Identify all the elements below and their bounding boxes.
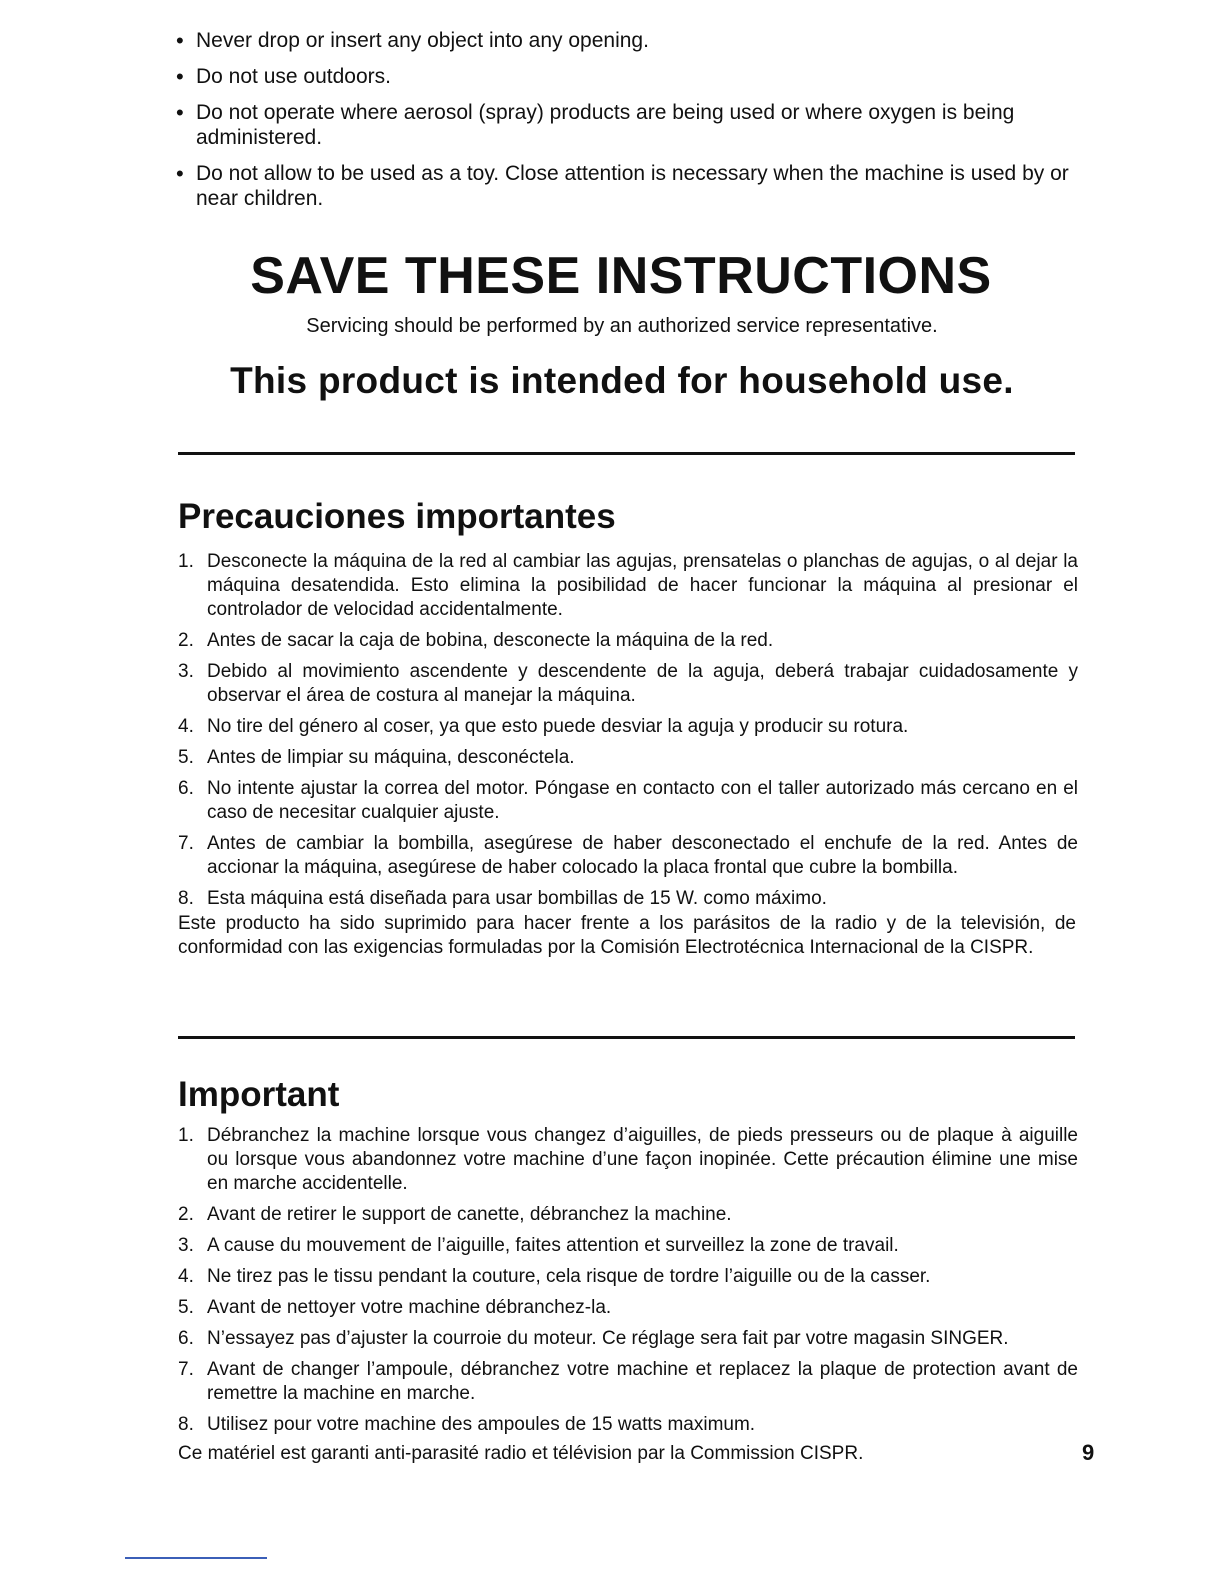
safety-bullet-text: • Do not operate where aerosol (spray) products are being used or where oxygen is being administered. xyxy=(196,101,1015,149)
item-number: 8. xyxy=(178,1414,194,1435)
item-text: Avant de nettoyer votre machine débranchez-la. xyxy=(207,1297,612,1318)
item-number: 2. xyxy=(178,630,194,651)
section-divider xyxy=(178,452,1075,455)
item-number: 5. xyxy=(178,747,194,768)
list-item xyxy=(178,777,1078,825)
item-text: Esta máquina está diseñada para usar bombillas de 15 W. como máximo. xyxy=(207,888,827,909)
safety-bullet-text: • Never drop or insert any object into any opening. xyxy=(196,29,649,52)
item-text: Ne tirez pas le tissu pendant la couture, cela risque de tordre l’aiguille ou de la casser. xyxy=(207,1266,931,1287)
spanish-section-title: Precauciones importantes xyxy=(178,497,616,536)
item-number: 3. xyxy=(178,661,194,682)
spanish-precautions-list xyxy=(178,550,1078,918)
list-item xyxy=(178,1234,1078,1258)
item-number: 5. xyxy=(178,1297,194,1318)
household-use-note: This product is intended for household use. xyxy=(230,360,1014,401)
french-closing-note: Ce matériel est garanti anti-parasité radio et télévision par la Commission CISPR. xyxy=(178,1443,864,1464)
item-number: 4. xyxy=(178,716,194,737)
list-item xyxy=(178,550,1078,622)
item-text: Antes de sacar la caja de bobina, desconecte la máquina de la red. xyxy=(207,630,774,651)
item-text: No intente ajustar la correa del motor. Póngase en contacto con el taller autorizado más cercano en el caso de necesitar cualquier ajuste. xyxy=(207,778,1078,823)
safety-bullet xyxy=(176,161,1076,211)
item-number: 8. xyxy=(178,888,194,909)
save-instructions-heading: SAVE THESE INSTRUCTIONS xyxy=(250,247,992,305)
french-precautions-list xyxy=(178,1124,1078,1444)
list-item xyxy=(178,660,1078,708)
item-number: 3. xyxy=(178,1235,194,1256)
list-item xyxy=(178,1327,1078,1351)
list-item xyxy=(178,1358,1078,1406)
item-text: Antes de limpiar su máquina, desconéctela. xyxy=(207,747,575,768)
item-text: Débranchez la machine lorsque vous changez d’aiguilles, de pieds presseurs ou de plaque à aiguille ou lorsque vous abandonnez votre machine d’une façon inopinée. Cette précaution élimine une mise en marche accidentelle. xyxy=(207,1125,1078,1194)
list-item xyxy=(178,1203,1078,1227)
safety-bullet xyxy=(176,100,1076,150)
item-text: Avant de retirer le support de canette, débranchez la machine. xyxy=(207,1204,732,1225)
list-item xyxy=(178,1296,1078,1320)
list-item xyxy=(178,887,1078,911)
item-number: 6. xyxy=(178,778,194,799)
list-item xyxy=(178,746,1078,770)
section-divider xyxy=(178,1036,1075,1039)
list-item xyxy=(178,1265,1078,1289)
safety-bullet-text: • Do not allow to be used as a toy. Close attention is necessary when the machine is used by or near children. xyxy=(196,162,1069,210)
list-item xyxy=(178,832,1078,880)
item-number: 1. xyxy=(178,1125,194,1146)
safety-bullet-text: • Do not use outdoors. xyxy=(196,65,391,88)
item-text: Utilisez pour votre machine des ampoules de 15 watts maximum. xyxy=(207,1414,756,1435)
safety-bullet xyxy=(176,64,1076,89)
item-number: 2. xyxy=(178,1204,194,1225)
page-number: 9 xyxy=(1082,1440,1095,1465)
item-text: No tire del género al coser, ya que esto puede desviar la aguja y producir su rotura. xyxy=(207,716,909,737)
list-item xyxy=(178,715,1078,739)
spanish-closing-note: Este producto ha sido suprimido para hacer frente a los parásitos de la radio y de la televisión, de conformidad con las exigencias formuladas por la Comisión Electrotécnica Internacional de la CISPR. xyxy=(178,913,1076,958)
list-item xyxy=(178,1124,1078,1196)
item-number: 4. xyxy=(178,1266,194,1287)
safety-bullet-list xyxy=(176,28,1076,222)
french-section-title: Important xyxy=(178,1075,340,1114)
scan-edge-mark xyxy=(125,1557,267,1559)
item-text: Desconecte la máquina de la red al cambiar las agujas, prensatelas o planchas de agujas, o al dejar la máquina desatendida. Esto elimina la posibilidad de hacer funcionar la máquina al presionar el controlador de velocidad accidentalmente. xyxy=(207,551,1078,620)
item-text: N’essayez pas d’ajuster la courroie du moteur. Ce réglage sera fait par votre magasin SINGER. xyxy=(207,1328,1009,1349)
service-note: Servicing should be performed by an authorized service representative. xyxy=(306,315,938,337)
list-item xyxy=(178,629,1078,653)
item-text: Antes de cambiar la bombilla, asegúrese de haber desconectado el enchufe de la red. Antes de accionar la máquina, asegúrese de haber colocado la placa frontal que cubre la bombilla. xyxy=(207,833,1078,878)
item-number: 6. xyxy=(178,1328,194,1349)
item-number: 7. xyxy=(178,1359,194,1380)
item-text: Avant de changer l’ampoule, débranchez votre machine et replacez la plaque de protection avant de remettre la machine en marche. xyxy=(207,1359,1078,1404)
item-text: Debido al movimiento ascendente y descendente de la aguja, deberá trabajar cuidadosamente y observar el área de costura al manejar la máquina. xyxy=(207,661,1078,706)
list-item xyxy=(178,1413,1078,1437)
safety-bullet xyxy=(176,28,1076,53)
item-number: 7. xyxy=(178,833,194,854)
item-number: 1. xyxy=(178,551,194,572)
item-text: A cause du mouvement de l’aiguille, faites attention et surveillez la zone de travail. xyxy=(207,1235,899,1256)
